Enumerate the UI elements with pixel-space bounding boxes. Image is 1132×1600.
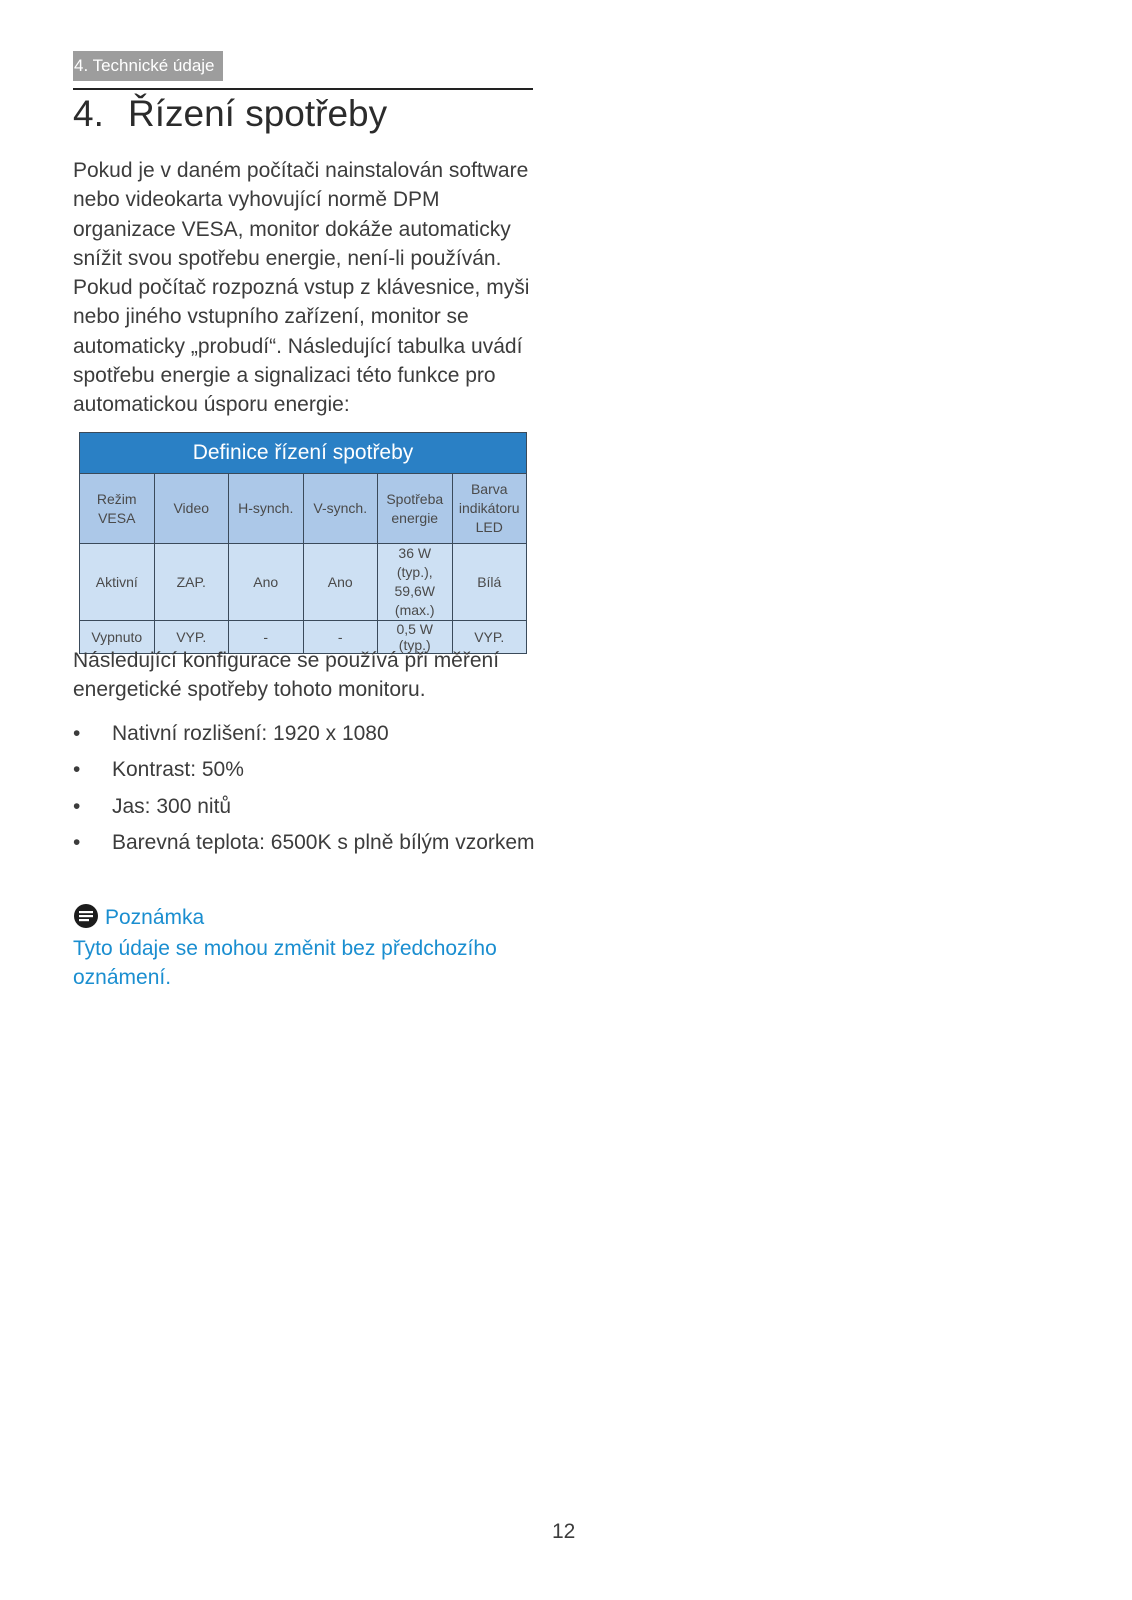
list-item <box>73 719 543 748</box>
cell-mode: Aktivní <box>80 544 155 621</box>
header-v-sync: V-synch. <box>303 474 378 544</box>
cell-video: VYP. <box>154 621 229 654</box>
cell-h-sync: Ano <box>229 544 304 621</box>
spec-contrast: Kontrast: 50% <box>112 758 244 782</box>
spec-resolution: Nativní rozlišení: 1920 x 1080 <box>112 722 389 745</box>
title-text: Řízení spotřeby <box>128 93 388 134</box>
intro-paragraph: Pokud je v daném počítači nainstalován software nebo videokarta vyhovující normě DPM organizace VESA, monitor dokáže automaticky snížit svou spotřebu energie, není-li používán. Pokud počítač rozpozná vstup z klávesnice, myši nebo jiného vstupního zařízení, monitor se automaticky „probudí“. Následující tabulka uvádí spotřebu energie a signalizaci této funkce pro automatickou úsporu energie: <box>73 159 530 417</box>
bullet: • <box>73 794 81 818</box>
measurement-spec-list <box>73 719 543 864</box>
table-caption: Definice řízení spotřeby <box>80 433 527 474</box>
power-management-table <box>79 432 527 654</box>
page-title <box>73 93 387 135</box>
cell-mode: Vypnuto <box>80 621 155 654</box>
table-row <box>80 544 527 621</box>
header-video: Video <box>154 474 229 544</box>
list-item <box>73 792 543 821</box>
cell-power <box>378 544 453 621</box>
section-tag: 4. Technické údaje <box>73 51 223 81</box>
bullet: • <box>73 830 81 854</box>
cell-led: VYP. <box>452 621 527 654</box>
note-title: Poznámka <box>105 906 205 929</box>
header-power-consumption: Spotřeba energie <box>378 474 453 544</box>
cell-v-sync: Ano <box>303 544 378 621</box>
note-heading <box>73 903 204 932</box>
list-item <box>73 755 543 784</box>
bullet: • <box>73 722 81 745</box>
cell-h-sync: - <box>229 621 304 654</box>
header-led-color: Barva indikátoru LED <box>452 474 527 544</box>
page-number: 12 <box>552 1520 576 1543</box>
spec-color-temperature: Barevná teplota: 6500K s plně bílým vzorkem <box>112 830 535 854</box>
list-item <box>73 828 543 857</box>
header-vesa-mode: Režim VESA <box>80 474 155 544</box>
note-text: Tyto údaje se mohou změnit bez předchozího oznámení. <box>73 937 497 990</box>
cell-led: Bílá <box>452 544 527 621</box>
cell-video: ZAP. <box>154 544 229 621</box>
section-divider <box>73 88 533 90</box>
measurement-intro: Následující konfigurace se používá při měření energetické spotřeby tohoto monitoru. <box>73 649 500 702</box>
cell-power: 0,5 W (typ.) <box>378 621 453 654</box>
cell-v-sync: - <box>303 621 378 654</box>
spec-brightness: Jas: 300 nitů <box>112 794 232 818</box>
bullet: • <box>73 758 81 782</box>
header-h-sync: H-synch. <box>229 474 304 544</box>
note-icon <box>73 903 99 929</box>
cell-power-max: 59,6W (max.) <box>394 583 435 618</box>
title-number: 4. <box>73 93 104 134</box>
cell-power-typical: 36 W (typ.), <box>396 545 433 580</box>
table-header-row <box>80 474 527 544</box>
